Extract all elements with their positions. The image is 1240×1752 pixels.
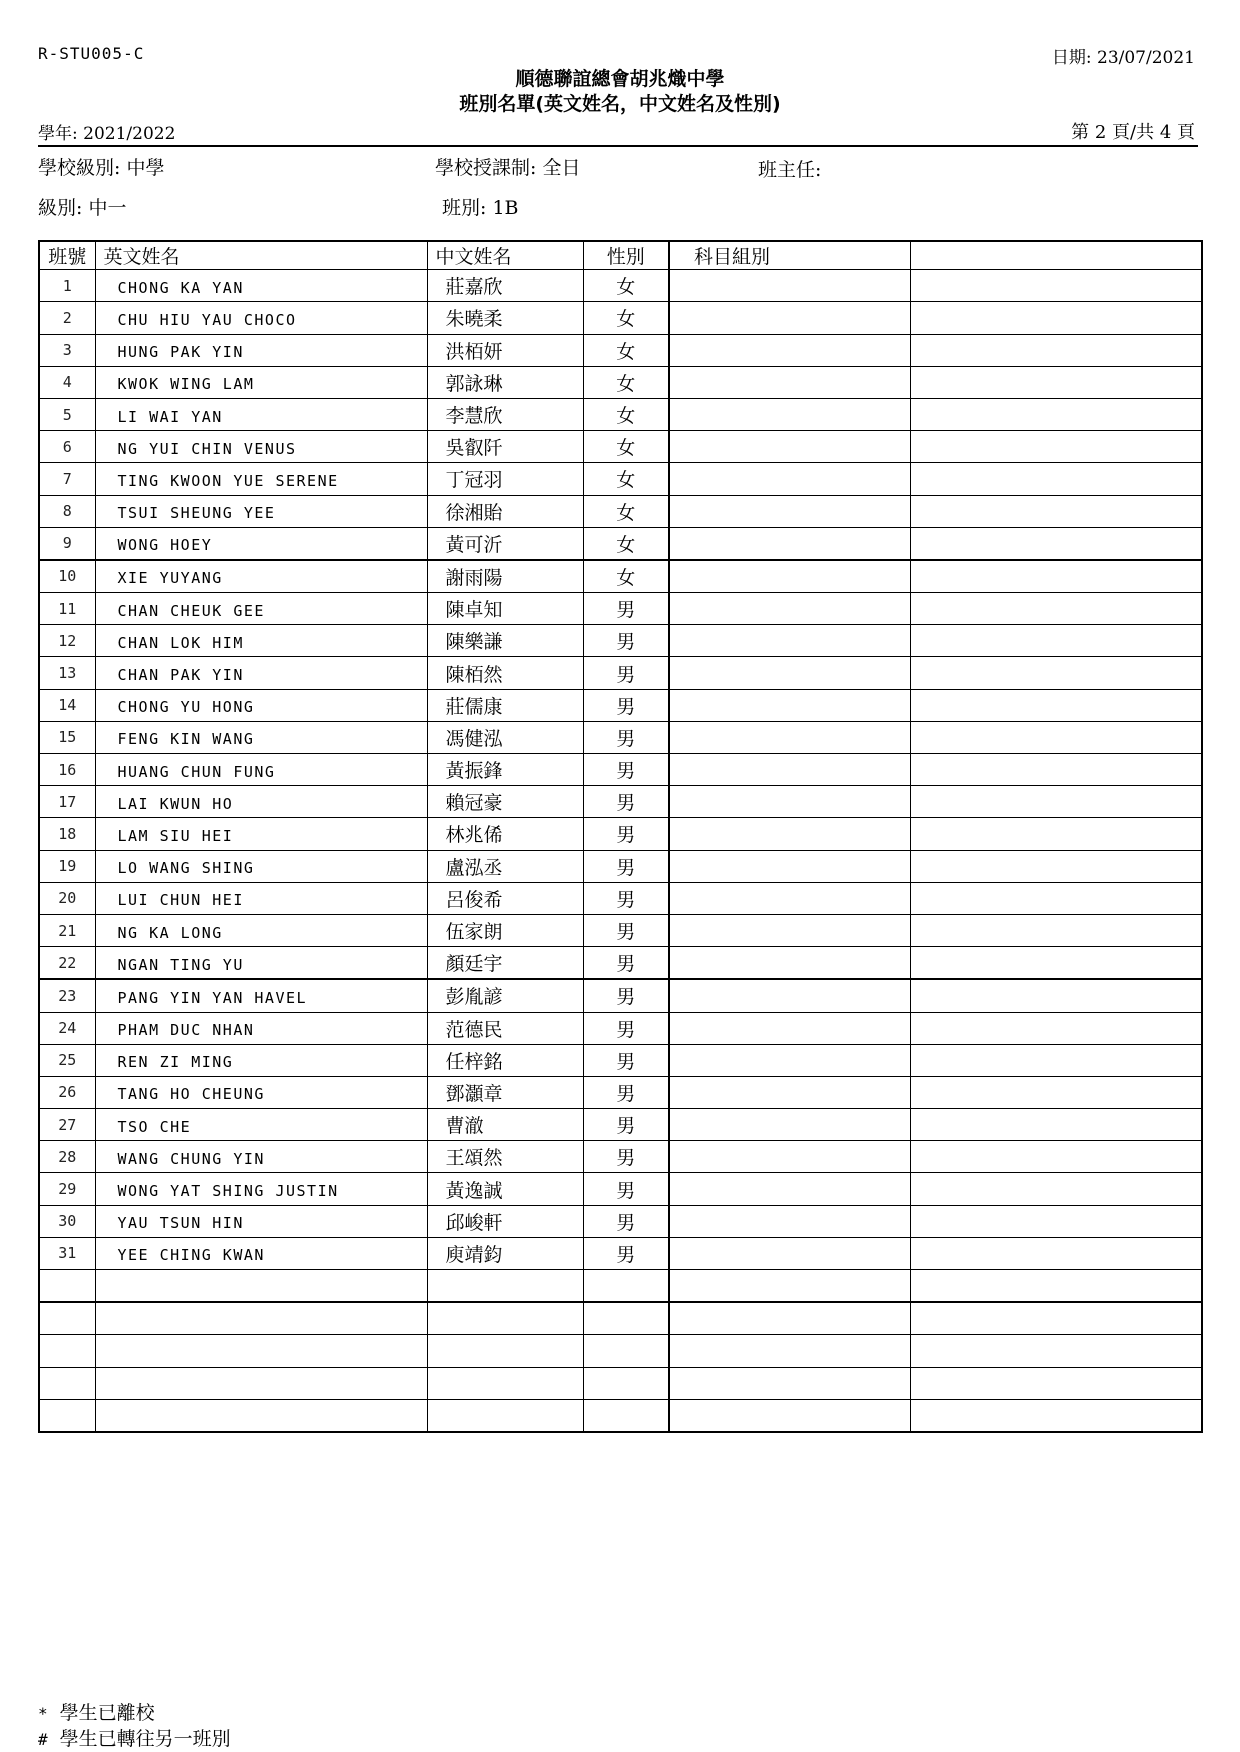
- table-row: [39, 947, 1202, 980]
- class-number-cell: 14: [39, 689, 95, 721]
- english-name-cell: CHONG KA YAN: [95, 270, 427, 302]
- subject-group-cell: [669, 689, 910, 721]
- gender-cell: 男: [583, 1237, 669, 1269]
- footnote-mark: *: [38, 1704, 48, 1723]
- chinese-name-cell: 顏廷宇: [427, 947, 583, 980]
- footnote-left-school: [38, 1698, 155, 1725]
- english-name-cell: CHONG YU HONG: [95, 689, 427, 721]
- blank-cell: [910, 1335, 1202, 1367]
- gender-cell: [583, 1270, 669, 1303]
- gender-cell: 男: [583, 721, 669, 753]
- english-name-cell: TSO CHE: [95, 1109, 427, 1141]
- english-name-cell: XIE YUYANG: [95, 560, 427, 593]
- blank-cell: [910, 431, 1202, 463]
- blank-cell: [910, 1141, 1202, 1173]
- english-name-cell: NGAN TING YU: [95, 947, 427, 980]
- gender-cell: [583, 1335, 669, 1367]
- class-roster-table: [38, 240, 1203, 1433]
- class-number-cell: 1: [39, 270, 95, 302]
- column-header-gender: 性別: [583, 241, 669, 270]
- blank-cell: [910, 1012, 1202, 1044]
- subject-group-cell: [669, 366, 910, 398]
- class-number-cell: 7: [39, 463, 95, 495]
- english-name-cell: [95, 1335, 427, 1367]
- blank-cell: [910, 786, 1202, 818]
- blank-cell: [910, 1270, 1202, 1303]
- blank-cell: [910, 882, 1202, 914]
- class-number-cell: 25: [39, 1044, 95, 1076]
- subject-group-cell: [669, 947, 910, 980]
- blank-cell: [910, 398, 1202, 430]
- subject-group-cell: [669, 1399, 910, 1432]
- gender-cell: 男: [583, 1173, 669, 1205]
- english-name-cell: LO WANG SHING: [95, 850, 427, 882]
- blank-cell: [910, 1367, 1202, 1399]
- header-divider: [38, 145, 1198, 147]
- class-number-cell: 26: [39, 1076, 95, 1108]
- gender-cell: 男: [583, 593, 669, 625]
- chinese-name-cell: 朱曉柔: [427, 302, 583, 334]
- class-number-cell: 28: [39, 1141, 95, 1173]
- chinese-name-cell: 陳卓知: [427, 593, 583, 625]
- chinese-name-cell: 王頌然: [427, 1141, 583, 1173]
- table-header-row: [39, 241, 1202, 270]
- blank-cell: [910, 1044, 1202, 1076]
- english-name-cell: LI WAI YAN: [95, 398, 427, 430]
- english-name-cell: YEE CHING KWAN: [95, 1237, 427, 1269]
- blank-cell: [910, 270, 1202, 302]
- subject-group-cell: [669, 593, 910, 625]
- chinese-name-cell: 呂俊希: [427, 882, 583, 914]
- gender-cell: 女: [583, 463, 669, 495]
- gender-cell: 男: [583, 657, 669, 689]
- table-row: [39, 302, 1202, 334]
- table-row: [39, 431, 1202, 463]
- subject-group-cell: [669, 882, 910, 914]
- class-number-cell: 23: [39, 979, 95, 1012]
- table-body: [39, 270, 1202, 1432]
- gender-cell: 男: [583, 850, 669, 882]
- class-number-cell: [39, 1399, 95, 1432]
- table-row: [39, 786, 1202, 818]
- school-year: 學年: 2021/2022: [38, 124, 176, 144]
- subject-group-cell: [669, 1335, 910, 1367]
- gender-cell: [583, 1302, 669, 1335]
- blank-cell: [910, 689, 1202, 721]
- chinese-name-cell: 莊儒康: [427, 689, 583, 721]
- english-name-cell: [95, 1399, 427, 1432]
- class-number-cell: 12: [39, 625, 95, 657]
- blank-cell: [910, 334, 1202, 366]
- gender-cell: 男: [583, 1205, 669, 1237]
- column-header-english-name: 英文姓名: [95, 241, 427, 270]
- class-number-cell: 16: [39, 754, 95, 786]
- gender-cell: 女: [583, 527, 669, 560]
- subject-group-cell: [669, 979, 910, 1012]
- table-row: [39, 721, 1202, 753]
- class-number-cell: 10: [39, 560, 95, 593]
- blank-cell: [910, 754, 1202, 786]
- blank-cell: [910, 1205, 1202, 1237]
- english-name-cell: PHAM DUC NHAN: [95, 1012, 427, 1044]
- chinese-name-cell: 盧泓丞: [427, 850, 583, 882]
- english-name-cell: KWOK WING LAM: [95, 366, 427, 398]
- chinese-name-cell: 謝雨陽: [427, 560, 583, 593]
- subject-group-cell: [669, 754, 910, 786]
- blank-cell: [910, 1237, 1202, 1269]
- chinese-name-cell: 洪栢妍: [427, 334, 583, 366]
- document-title: 班別名單(英文姓名，中文姓名及性別): [459, 93, 781, 115]
- subject-group-cell: [669, 1173, 910, 1205]
- gender-cell: 女: [583, 560, 669, 593]
- chinese-name-cell: 黃逸誠: [427, 1173, 583, 1205]
- gender-cell: 女: [583, 334, 669, 366]
- chinese-name-cell: 鄧灝章: [427, 1076, 583, 1108]
- blank-cell: [910, 1399, 1202, 1432]
- gender-cell: [583, 1399, 669, 1432]
- subject-group-cell: [669, 786, 910, 818]
- table-row: [39, 334, 1202, 366]
- table-row: [39, 1076, 1202, 1108]
- gender-cell: 女: [583, 302, 669, 334]
- chinese-name-cell: 吳叡阡: [427, 431, 583, 463]
- gender-cell: 男: [583, 947, 669, 980]
- blank-cell: [910, 914, 1202, 946]
- class-number-cell: [39, 1367, 95, 1399]
- school-level: 學校級別: 中學: [38, 157, 165, 179]
- chinese-name-cell: 范德民: [427, 1012, 583, 1044]
- subject-group-cell: [669, 431, 910, 463]
- column-header-chinese-name: 中文姓名: [427, 241, 583, 270]
- class-number-cell: 29: [39, 1173, 95, 1205]
- gender-cell: [583, 1367, 669, 1399]
- table-row: [39, 1270, 1202, 1303]
- table-row: [39, 527, 1202, 560]
- english-name-cell: WONG HOEY: [95, 527, 427, 560]
- class-name: 班別: 1B: [442, 197, 519, 219]
- class-number-cell: 27: [39, 1109, 95, 1141]
- footnote-mark: #: [38, 1730, 48, 1749]
- class-number-cell: 8: [39, 495, 95, 527]
- blank-cell: [910, 1302, 1202, 1335]
- table-row: [39, 1205, 1202, 1237]
- blank-cell: [910, 302, 1202, 334]
- blank-cell: [910, 721, 1202, 753]
- chinese-name-cell: [427, 1270, 583, 1303]
- chinese-name-cell: 彭胤諺: [427, 979, 583, 1012]
- gender-cell: 男: [583, 754, 669, 786]
- class-number-cell: 20: [39, 882, 95, 914]
- blank-cell: [910, 979, 1202, 1012]
- subject-group-cell: [669, 850, 910, 882]
- subject-group-cell: [669, 818, 910, 850]
- english-name-cell: LAI KWUN HO: [95, 786, 427, 818]
- school-name: 順德聯誼總會胡兆熾中學: [515, 68, 725, 90]
- table-row: [39, 270, 1202, 302]
- table-row: [39, 914, 1202, 946]
- subject-group-cell: [669, 1205, 910, 1237]
- footnote-transferred: [38, 1724, 231, 1751]
- class-number-cell: 5: [39, 398, 95, 430]
- class-number-cell: 17: [39, 786, 95, 818]
- gender-cell: 女: [583, 366, 669, 398]
- table-row: [39, 1044, 1202, 1076]
- subject-group-cell: [669, 1270, 910, 1303]
- english-name-cell: WANG CHUNG YIN: [95, 1141, 427, 1173]
- english-name-cell: HUNG PAK YIN: [95, 334, 427, 366]
- class-number-cell: 11: [39, 593, 95, 625]
- table-row: [39, 979, 1202, 1012]
- table-row: [39, 625, 1202, 657]
- chinese-name-cell: [427, 1399, 583, 1432]
- table-row: [39, 657, 1202, 689]
- column-header-subject-group: 科目組別: [669, 241, 910, 270]
- gender-cell: 男: [583, 914, 669, 946]
- class-number-cell: 24: [39, 1012, 95, 1044]
- table-row: [39, 560, 1202, 593]
- english-name-cell: [95, 1270, 427, 1303]
- chinese-name-cell: 馮健泓: [427, 721, 583, 753]
- footnote-text: 學生已轉往另一班別: [59, 1728, 231, 1750]
- english-name-cell: [95, 1367, 427, 1399]
- class-number-cell: 9: [39, 527, 95, 560]
- english-name-cell: FENG KIN WANG: [95, 721, 427, 753]
- grade-level: 級別: 中一: [38, 197, 127, 219]
- blank-cell: [910, 495, 1202, 527]
- report-code: R-STU005-C: [38, 44, 145, 63]
- table-row: [39, 850, 1202, 882]
- chinese-name-cell: 陳栢然: [427, 657, 583, 689]
- gender-cell: 男: [583, 689, 669, 721]
- blank-cell: [910, 1076, 1202, 1108]
- chinese-name-cell: 任梓銘: [427, 1044, 583, 1076]
- class-number-cell: 31: [39, 1237, 95, 1269]
- chinese-name-cell: [427, 1302, 583, 1335]
- table-row: [39, 593, 1202, 625]
- class-number-cell: 30: [39, 1205, 95, 1237]
- blank-cell: [910, 657, 1202, 689]
- class-number-cell: [39, 1335, 95, 1367]
- table-row: [39, 495, 1202, 527]
- class-number-cell: 15: [39, 721, 95, 753]
- english-name-cell: NG KA LONG: [95, 914, 427, 946]
- english-name-cell: LAM SIU HEI: [95, 818, 427, 850]
- gender-cell: 女: [583, 398, 669, 430]
- chinese-name-cell: 林兆俙: [427, 818, 583, 850]
- subject-group-cell: [669, 1141, 910, 1173]
- chinese-name-cell: 庾靖鈞: [427, 1237, 583, 1269]
- subject-group-cell: [669, 302, 910, 334]
- english-name-cell: PANG YIN YAN HAVEL: [95, 979, 427, 1012]
- table-row: [39, 1302, 1202, 1335]
- subject-group-cell: [669, 495, 910, 527]
- class-number-cell: 22: [39, 947, 95, 980]
- english-name-cell: [95, 1302, 427, 1335]
- class-number-cell: 3: [39, 334, 95, 366]
- chinese-name-cell: [427, 1367, 583, 1399]
- gender-cell: 女: [583, 431, 669, 463]
- english-name-cell: WONG YAT SHING JUSTIN: [95, 1173, 427, 1205]
- english-name-cell: CHAN LOK HIM: [95, 625, 427, 657]
- blank-cell: [910, 1173, 1202, 1205]
- gender-cell: 男: [583, 625, 669, 657]
- chinese-name-cell: 丁冠羽: [427, 463, 583, 495]
- gender-cell: 男: [583, 1044, 669, 1076]
- chinese-name-cell: 黃可沂: [427, 527, 583, 560]
- english-name-cell: CHAN CHEUK GEE: [95, 593, 427, 625]
- chinese-name-cell: 徐湘貽: [427, 495, 583, 527]
- blank-cell: [910, 366, 1202, 398]
- subject-group-cell: [669, 1109, 910, 1141]
- table-row: [39, 754, 1202, 786]
- blank-cell: [910, 527, 1202, 560]
- table-row: [39, 1141, 1202, 1173]
- chinese-name-cell: 郭詠琳: [427, 366, 583, 398]
- english-name-cell: TING KWOON YUE SERENE: [95, 463, 427, 495]
- subject-group-cell: [669, 527, 910, 560]
- gender-cell: 男: [583, 979, 669, 1012]
- table-row: [39, 1237, 1202, 1269]
- chinese-name-cell: 李慧欣: [427, 398, 583, 430]
- chinese-name-cell: [427, 1335, 583, 1367]
- class-teacher: 班主任:: [758, 159, 822, 181]
- class-number-cell: 13: [39, 657, 95, 689]
- english-name-cell: YAU TSUN HIN: [95, 1205, 427, 1237]
- class-number-cell: 19: [39, 850, 95, 882]
- table-row: [39, 1399, 1202, 1432]
- column-header-class-no: 班號: [39, 241, 95, 270]
- gender-cell: 男: [583, 818, 669, 850]
- subject-group-cell: [669, 1302, 910, 1335]
- table-row: [39, 1335, 1202, 1367]
- chinese-name-cell: 黃振鋒: [427, 754, 583, 786]
- gender-cell: 女: [583, 270, 669, 302]
- subject-group-cell: [669, 1012, 910, 1044]
- chinese-name-cell: 賴冠豪: [427, 786, 583, 818]
- subject-group-cell: [669, 463, 910, 495]
- class-number-cell: 4: [39, 366, 95, 398]
- table-row: [39, 689, 1202, 721]
- column-header-blank: [910, 241, 1202, 270]
- subject-group-cell: [669, 270, 910, 302]
- blank-cell: [910, 1109, 1202, 1141]
- class-number-cell: 6: [39, 431, 95, 463]
- english-name-cell: REN ZI MING: [95, 1044, 427, 1076]
- class-number-cell: [39, 1270, 95, 1303]
- subject-group-cell: [669, 1044, 910, 1076]
- table-row: [39, 1012, 1202, 1044]
- blank-cell: [910, 593, 1202, 625]
- chinese-name-cell: 邱峻軒: [427, 1205, 583, 1237]
- footnote-text: 學生已離校: [59, 1702, 155, 1724]
- table-row: [39, 1367, 1202, 1399]
- report-date: 日期: 23/07/2021: [1051, 48, 1195, 68]
- subject-group-cell: [669, 1076, 910, 1108]
- english-name-cell: NG YUI CHIN VENUS: [95, 431, 427, 463]
- blank-cell: [910, 463, 1202, 495]
- blank-cell: [910, 947, 1202, 980]
- class-number-cell: 21: [39, 914, 95, 946]
- table-row: [39, 1109, 1202, 1141]
- subject-group-cell: [669, 1367, 910, 1399]
- gender-cell: 女: [583, 495, 669, 527]
- table-row: [39, 366, 1202, 398]
- table-row: [39, 882, 1202, 914]
- english-name-cell: TSUI SHEUNG YEE: [95, 495, 427, 527]
- page-number: 第 2 頁/共 4 頁: [1071, 122, 1195, 143]
- subject-group-cell: [669, 625, 910, 657]
- chinese-name-cell: 陳樂謙: [427, 625, 583, 657]
- english-name-cell: LUI CHUN HEI: [95, 882, 427, 914]
- english-name-cell: CHU HIU YAU CHOCO: [95, 302, 427, 334]
- subject-group-cell: [669, 398, 910, 430]
- subject-group-cell: [669, 914, 910, 946]
- table-row: [39, 398, 1202, 430]
- gender-cell: 男: [583, 1109, 669, 1141]
- class-number-cell: 18: [39, 818, 95, 850]
- school-mode: 學校授課制: 全日: [435, 157, 581, 179]
- subject-group-cell: [669, 657, 910, 689]
- chinese-name-cell: 莊嘉欣: [427, 270, 583, 302]
- blank-cell: [910, 560, 1202, 593]
- table-row: [39, 463, 1202, 495]
- subject-group-cell: [669, 721, 910, 753]
- gender-cell: 男: [583, 786, 669, 818]
- subject-group-cell: [669, 334, 910, 366]
- gender-cell: 男: [583, 1076, 669, 1108]
- gender-cell: 男: [583, 1141, 669, 1173]
- gender-cell: 男: [583, 1012, 669, 1044]
- english-name-cell: TANG HO CHEUNG: [95, 1076, 427, 1108]
- blank-cell: [910, 850, 1202, 882]
- blank-cell: [910, 818, 1202, 850]
- english-name-cell: CHAN PAK YIN: [95, 657, 427, 689]
- blank-cell: [910, 625, 1202, 657]
- class-number-cell: [39, 1302, 95, 1335]
- chinese-name-cell: 伍家朗: [427, 914, 583, 946]
- subject-group-cell: [669, 1237, 910, 1269]
- chinese-name-cell: 曹澈: [427, 1109, 583, 1141]
- gender-cell: 男: [583, 882, 669, 914]
- table-row: [39, 818, 1202, 850]
- english-name-cell: HUANG CHUN FUNG: [95, 754, 427, 786]
- subject-group-cell: [669, 560, 910, 593]
- table-row: [39, 1173, 1202, 1205]
- class-number-cell: 2: [39, 302, 95, 334]
